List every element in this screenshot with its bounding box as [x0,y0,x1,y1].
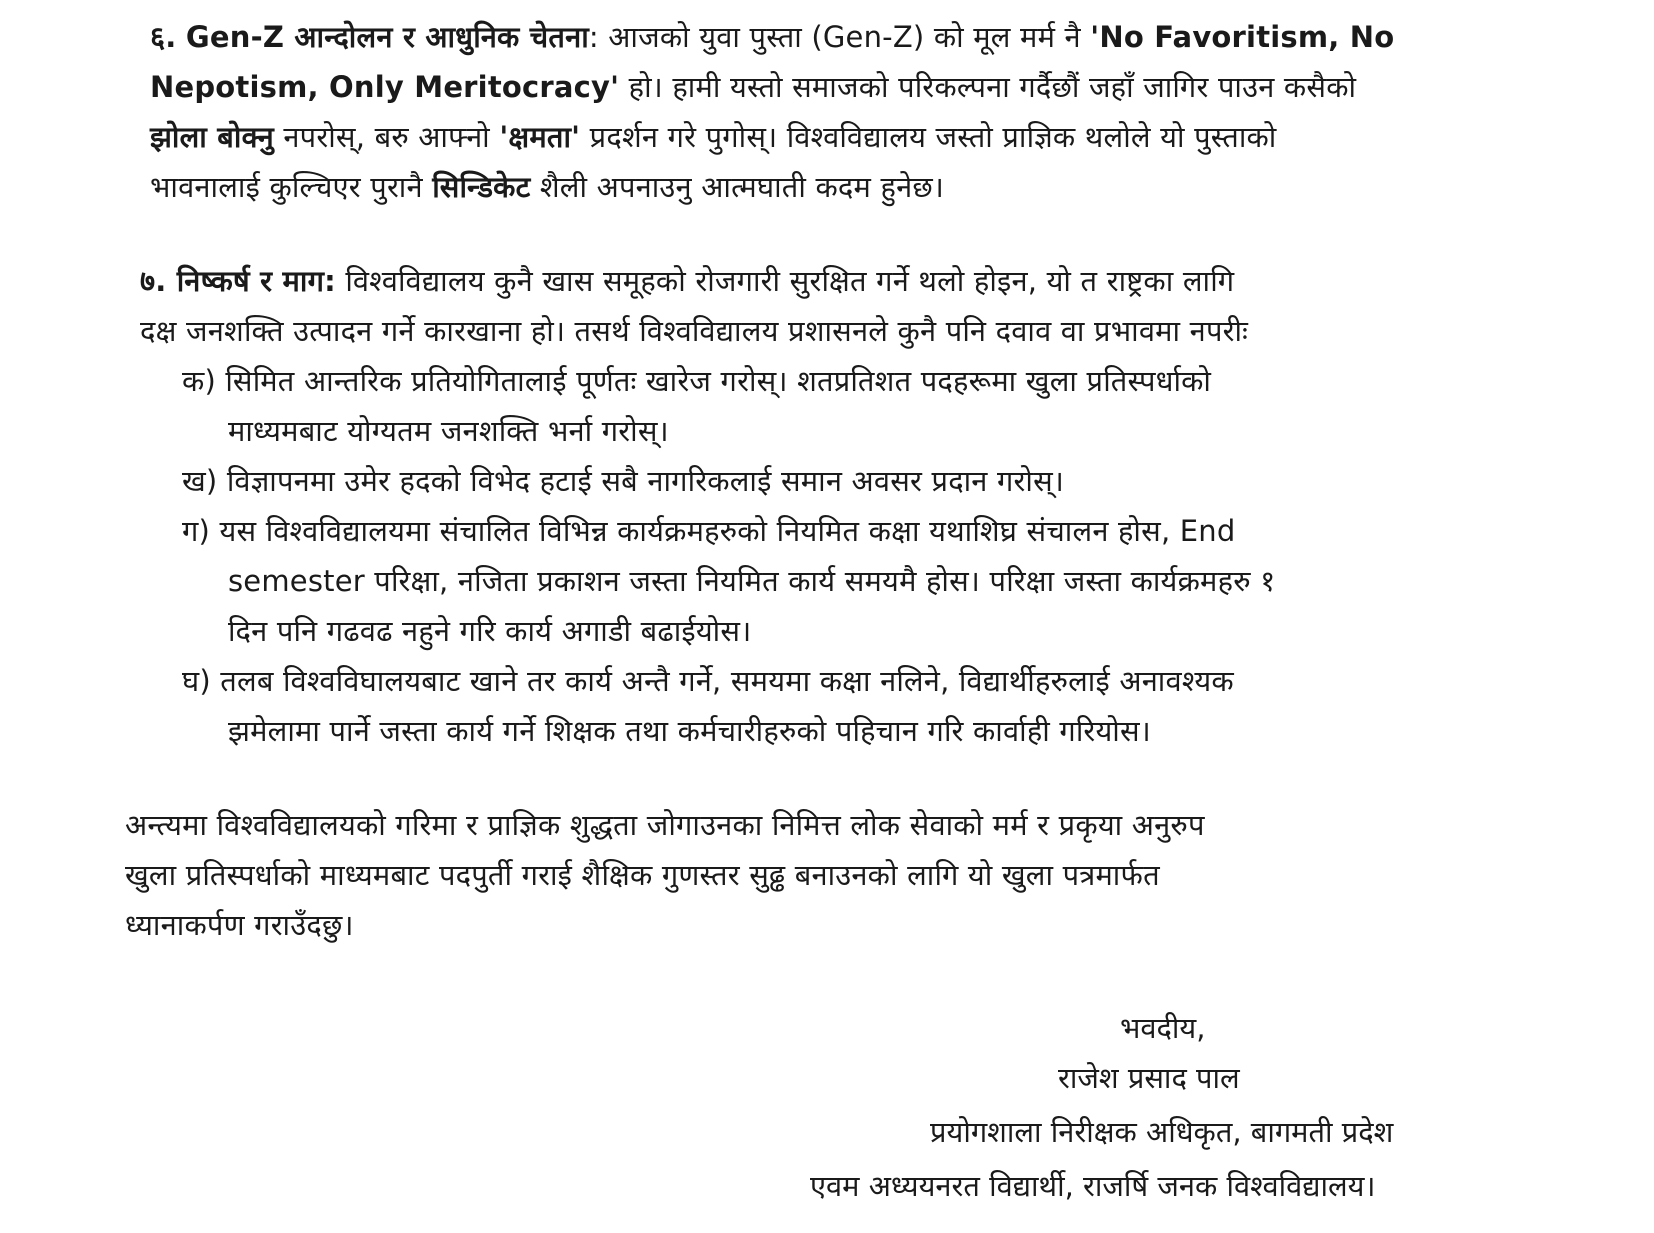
demand-item-gha [182,661,1234,701]
section6-line2 [150,67,1356,107]
demand-item-ga-cont1 [228,561,1275,601]
demand-text: सिमित आन्तरिक प्रतियोगितालाई पूर्णतः खारेज गरोस्। शतप्रतिशत पदहरूमा खुला प्रतिस्पर्धाको [225,364,1212,398]
section6-line1-text: : आजको युवा पुस्ता (Gen-Z) को मूल मर्म नै [588,20,1081,54]
demand-item-ka-cont [228,411,669,451]
signature-title1: प्रयोगशाला निरीक्षक अधिकृत, बागमती प्रदेश [930,1115,1394,1149]
section7-line2-text: दक्ष जनशक्ति उत्पादन गर्ने कारखाना हो। तसर्थ विश्वविद्यालय प्रशासनले कुनै पनि दवाव वा प्रभावमा नपरीः [140,314,1249,348]
closing-text: अन्त्यमा विश्वविद्यालयको गरिमा र प्राज्ञिक शुद्धता जोगाउनका निमित्त लोक सेवाको मर्म र प्रकृया अनुरुप [125,808,1205,842]
section7-line2 [140,311,1248,351]
section7-line1-text: विश्वविद्यालय कुनै खास समूहको रोजगारी सुरक्षित गर्ने थलो होइन, यो त राष्ट्रका लागि [345,264,1235,298]
demand-text: झमेलामा पार्ने जस्ता कार्य गर्ने शिक्षक तथा कर्मचारीहरुको पहिचान गरि कार्वाही गरियोस। [228,714,1151,748]
closing-line1 [125,805,1205,845]
section6-line4 [150,167,944,207]
demand-text: यस विश्वविद्यालयमा संचालित विभिन्न कार्यक्रमहरुको नियमित कक्षा यथाशिघ्र संचालन होस, End [219,514,1236,548]
demand-marker: ग) [182,514,211,548]
closing-line3 [125,905,354,945]
demand-item-kha [182,461,1064,501]
closing-line2 [125,855,1160,895]
demand-item-ga [182,511,1236,551]
section6-line4-a: भावनालाई कुल्चिएर पुरानै [150,170,423,204]
signature-title2: एवम अध्ययनरत विद्यार्थी, राजर्षि जनक विश्वविद्यालय। [810,1169,1376,1203]
section6-jhola: झोला बोक्नु [150,120,274,154]
demand-text: semester परिक्षा, नजिता प्रकाशन जस्ता नियमित कार्य समयमै होस। परिक्षा जस्ता कार्यक्रमहरु १ [228,564,1276,598]
demand-marker: घ) [182,664,211,698]
demand-text: तलब विश्वविघालयबाट खाने तर कार्य अन्तै गर्ने, समयमा कक्षा नलिने, विद्यार्थीहरुलाई अनावश्यक [220,664,1234,698]
section7-heading: ७. निष्कर्ष र माग: [140,264,336,298]
closing-text: ध्यानाकर्पण गराउँदछु। [125,908,354,942]
section6-line2-text: हो। हामी यस्तो समाजको परिकल्पना गर्दैछौं जहाँ जागिर पाउन कसैको [628,70,1357,104]
section6-quote-part2: Nepotism, Only Meritocracy' [150,70,620,104]
section6-quote-part1: 'No Favoritism, No [1090,20,1395,54]
demand-text: विज्ञापनमा उमेर हदको विभेद हटाई सबै नागरिकलाई समान अवसर प्रदान गरोस्। [226,464,1065,498]
demand-item-ka [182,361,1211,401]
section6-line3-mid: नपरोस्, बरु आफ्नो [283,120,490,154]
signature-name: राजेश प्रसाद पाल [1058,1061,1240,1095]
demand-item-gha-cont [228,711,1151,751]
closing-text: खुला प्रतिस्पर्धाको माध्यमबाट पदपुर्ती गराई शैक्षिक गुणस्तर सुढ्ढ बनाउनको लागि यो खुला पत्रमार्फत [125,858,1160,892]
section6-line1 [150,17,1394,57]
demand-text: दिन पनि गढवढ नहुने गरि कार्य अगाडी बढाईयोस। [228,614,752,648]
section6-heading: Gen-Z आन्दोलन र आधुनिक चेतना [185,20,589,54]
demand-marker: ख) [182,464,218,498]
section6-line3 [150,117,1277,157]
section6-number: ६. [150,20,177,54]
section6-line3-text: प्रदर्शन गरे पुगोस्। विश्वविद्यालय जस्तो प्राज्ञिक थलोले यो पुस्ताको [589,120,1277,154]
demand-text: माध्यमबाट योग्यतम जनशक्ति भर्ना गरोस्। [228,414,669,448]
signature-salutation: भवदीय, [1120,1011,1206,1045]
demand-marker: क) [182,364,216,398]
section6-line4-b: शैली अपनाउनु आत्मघाती कदम हुनेछ। [539,170,945,204]
demand-item-ga-cont2 [228,611,751,651]
section7-line1 [140,261,1234,301]
section6-kshamata: 'क्षमता' [499,120,581,154]
section6-syndicate: सिन्डिकेट [432,170,531,204]
